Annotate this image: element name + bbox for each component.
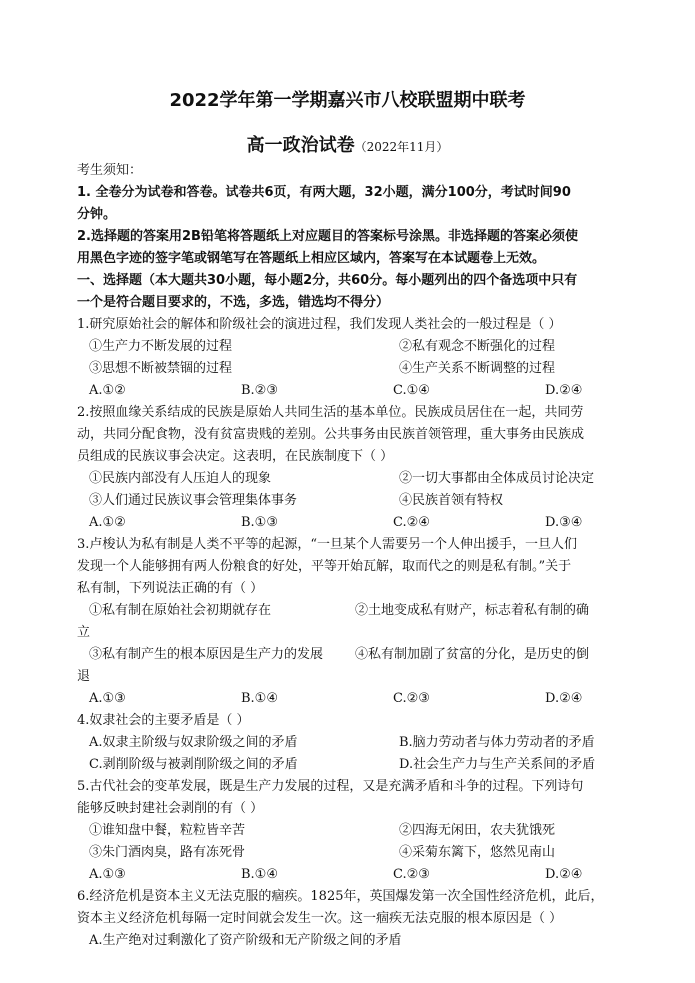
- question-3-statements: [77, 600, 622, 622]
- choice-c: C.②③: [393, 867, 430, 882]
- choice-b: B.①④: [241, 691, 278, 706]
- question-1-statements: [77, 336, 622, 358]
- choice-a: A.奴隶主阶级与奴隶阶级之间的矛盾: [89, 735, 298, 750]
- choice-a: A.①②: [89, 383, 126, 398]
- choice-b: B.①④: [241, 867, 278, 882]
- question-3-statements: [77, 644, 622, 666]
- statement: ①私有制在原始社会初期就存在: [89, 603, 272, 618]
- question-2-stem: 员组成的民族议事会决定。这表明，在民族制度下（ ）: [77, 449, 394, 464]
- question-4-choices: [77, 732, 622, 754]
- question-4-choices: [77, 754, 622, 776]
- question-2-choices: [77, 512, 622, 534]
- choice-d: D.②④: [545, 867, 583, 882]
- question-3-choices: [77, 688, 622, 710]
- question-3-stem: 私有制，下列说法正确的有（ ）: [77, 581, 264, 596]
- exam-subtitle: [0, 131, 695, 157]
- question-2-stem: 2.按照血缘关系结成的民族是原始人共同生活的基本单位。民族成员居住在一起，共同劳: [77, 405, 584, 420]
- subtitle-text: 高一政治试卷: [246, 135, 355, 156]
- question-5-statements: [77, 820, 622, 842]
- statement: ②土地变成私有财产，标志着私有制的确: [355, 603, 590, 618]
- question-1-choices: [77, 380, 622, 402]
- choice-d: D.③④: [545, 515, 583, 530]
- question-6-stem: 6.经济危机是资本主义无法克服的痼疾。1825年，英国爆发第一次全国性经济危机，此后，: [77, 889, 604, 904]
- statement: ③朱门酒肉臭，路有冻死骨: [89, 845, 246, 860]
- notice-item-1: 1. 全卷分为试卷和答卷。试卷共6页，有两大题，32小题，满分100分，考试时间90: [77, 185, 571, 200]
- section-heading: 一、选择题（本大题共30小题，每小题2分，共60分。每小题列出的四个备选项中只有: [77, 273, 578, 288]
- choice-b: B.②③: [241, 383, 278, 398]
- choice-c: C.②④: [393, 515, 430, 530]
- question-2-statements: [77, 490, 622, 512]
- choice-b: B.脑力劳动者与体力劳动者的矛盾: [399, 735, 595, 750]
- notice-item-1-cont: 分钟。: [77, 207, 117, 222]
- question-5-stem: 能够反映封建社会剥削的有（ ）: [77, 801, 264, 816]
- question-5-statements: [77, 842, 622, 864]
- statement: ②四海无闲田，农夫犹饿死: [399, 823, 556, 838]
- question-1-stem: 1.研究原始社会的解体和阶级社会的演进过程，我们发现人类社会的一般过程是（ ）: [77, 317, 562, 332]
- question-1-statements: [77, 358, 622, 380]
- statement: ③私有制产生的根本原因是生产力的发展: [89, 647, 324, 662]
- choice-c: C.①④: [393, 383, 430, 398]
- notice-item-2: 2.选择题的答案用2B铅笔将答题纸上对应题目的答案标号涂黑。非选择题的答案必须使: [77, 229, 578, 244]
- question-3-stem: 发现一个人能够拥有两人份粮食的好处，平等开始瓦解，取而代之的则是私有制。”关于: [77, 559, 572, 574]
- question-5-choices: [77, 864, 622, 886]
- choice-d: D.②④: [545, 383, 583, 398]
- statement: ①民族内部没有人压迫人的现象: [89, 471, 272, 486]
- question-2-statements: [77, 468, 622, 490]
- statement: ④采菊东篱下，悠然见南山: [399, 845, 556, 860]
- statement-wrap: 退: [77, 669, 91, 684]
- choice-a: A.生产绝对过剩激化了资产阶级和无产阶级之间的矛盾: [89, 933, 402, 948]
- question-5-stem: 5.古代社会的变革发展，既是生产力发展的过程，又是充满矛盾和斗争的过程。下列诗句: [77, 779, 584, 794]
- statement-wrap: 立: [77, 625, 91, 640]
- question-6-choices: [77, 930, 622, 952]
- statement: ①谁知盘中餐，粒粒皆辛苦: [89, 823, 246, 838]
- choice-a: A.①③: [89, 867, 126, 882]
- question-3-stem: 3.卢梭认为私有制是人类不平等的起源，“一旦某个人需要另一个人伸出援手，一旦人们: [77, 537, 578, 552]
- exam-date: （2022年11月）: [354, 140, 449, 154]
- choice-a: A.①②: [89, 515, 126, 530]
- question-2-stem: 动，共同分配食物，没有贫富贵贱的差别。公共事务由民族首领管理，重大事务由民族成: [77, 427, 585, 442]
- choice-b: B.①③: [241, 515, 278, 530]
- choice-c: C.剥削阶级与被剥削阶级之间的矛盾: [89, 757, 298, 772]
- section-heading-cont: 一个是符合题目要求的，不选，多选，错选均不得分）: [77, 295, 390, 310]
- statement: ③人们通过民族议事会管理集体事务: [89, 493, 298, 508]
- choice-d: D.社会生产力与生产关系间的矛盾: [399, 757, 596, 772]
- exam-title: 2022学年第一学期嘉兴市八校联盟期中联考: [169, 90, 526, 111]
- statement: ①生产力不断发展的过程: [89, 339, 233, 354]
- statement: ②私有观念不断强化的过程: [399, 339, 556, 354]
- statement: ③思想不断被禁锢的过程: [89, 361, 233, 376]
- exam-body: [77, 160, 622, 952]
- choice-d: D.②④: [545, 691, 583, 706]
- statement: ②一切大事都由全体成员讨论决定: [399, 471, 595, 486]
- notice-item-2-cont: 用黑色字迹的签字笔或钢笔写在答题纸上相应区域内，答案写在本试题卷上无效。: [77, 251, 546, 266]
- statement: ④生产关系不断调整的过程: [399, 361, 556, 376]
- statement: ④民族首领有特权: [399, 493, 504, 508]
- question-4-stem: 4.奴隶社会的主要矛盾是（ ）: [77, 713, 250, 728]
- notice-heading: 考生须知：: [77, 163, 143, 178]
- choice-a: A.①③: [89, 691, 126, 706]
- statement: ④私有制加剧了贫富的分化，是历史的倒: [355, 647, 590, 662]
- choice-c: C.②③: [393, 691, 430, 706]
- question-6-stem: 资本主义经济危机每隔一定时间就会发生一次。这一痼疾无法克服的根本原因是（ ）: [77, 911, 563, 926]
